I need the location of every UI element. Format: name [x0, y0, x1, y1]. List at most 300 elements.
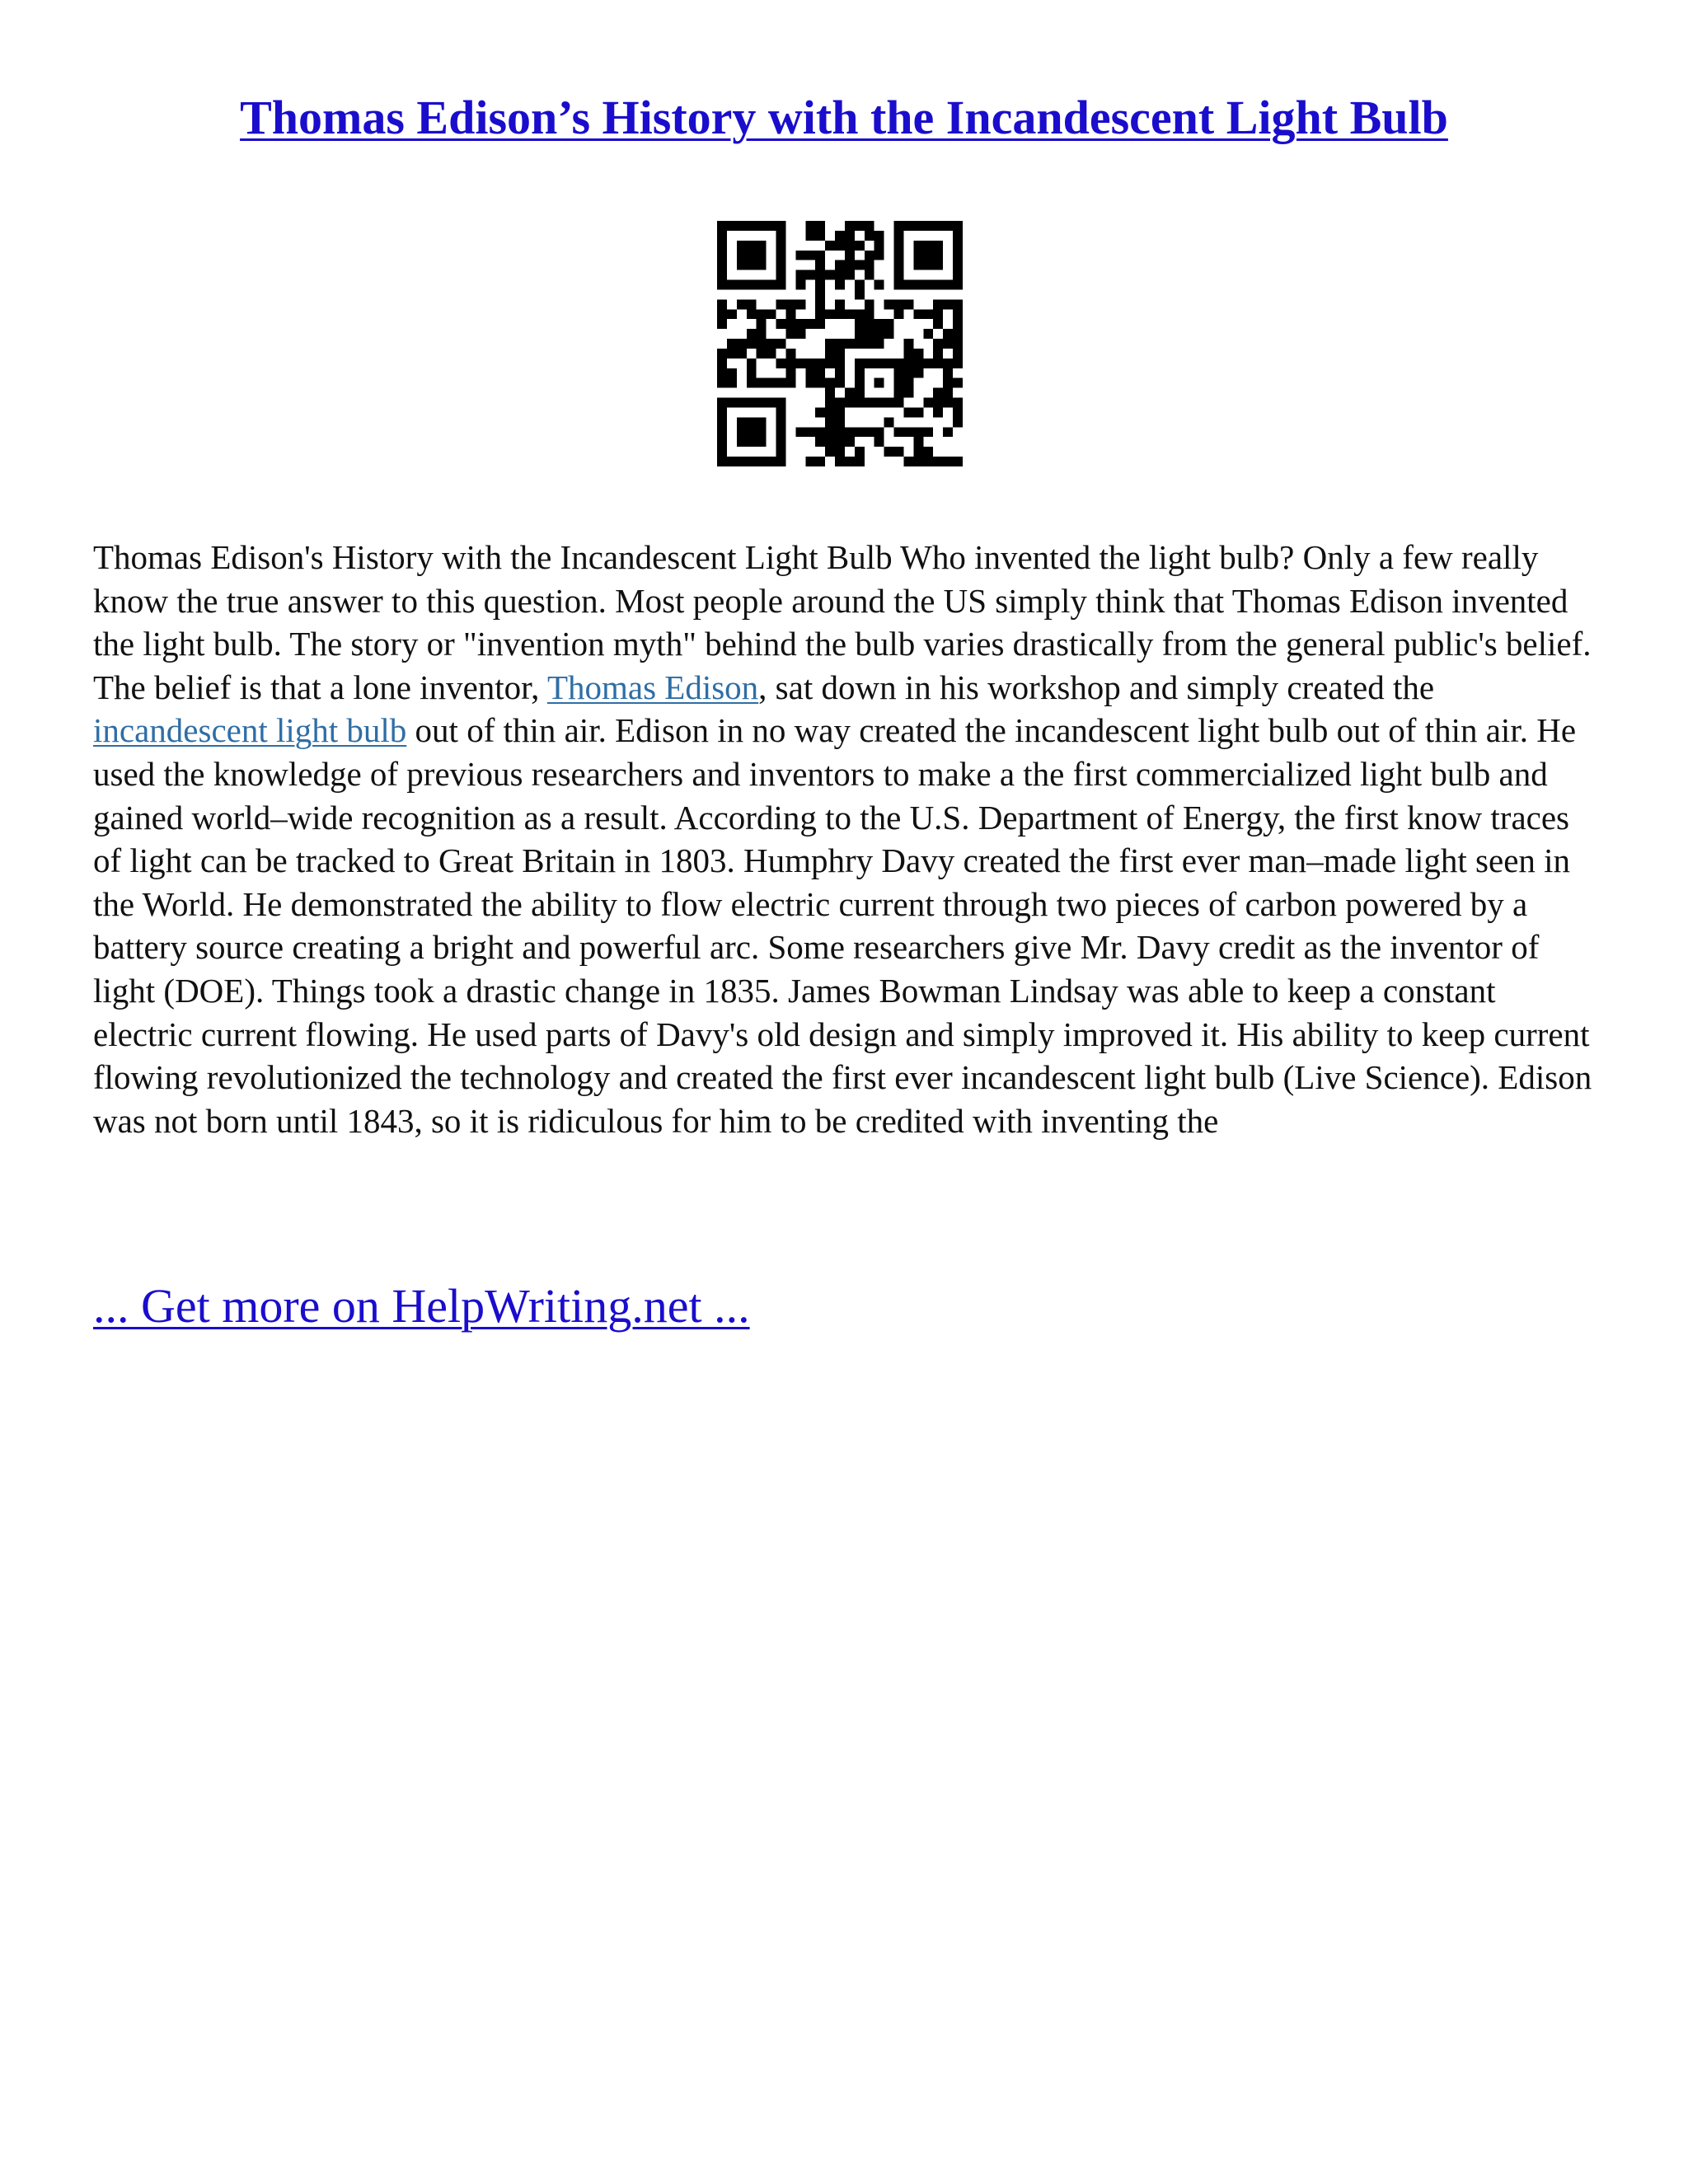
qr-module [933, 309, 943, 319]
qr-module [835, 231, 845, 241]
qr-module [835, 270, 845, 280]
qr-module [913, 368, 923, 378]
qr-module [727, 398, 737, 408]
qr-module [776, 231, 786, 241]
qr-module [855, 260, 865, 270]
qr-module [815, 437, 825, 447]
qr-module [845, 457, 855, 466]
qr-module [953, 339, 963, 349]
qr-module [757, 417, 767, 427]
qr-module [815, 280, 825, 290]
body-text-part-3: out of thin air. Edison in no way created the incandescent light bulb out of thin air. He used the knowledge of previous researchers and inventors to make a the first commercialized light bulb and gained world–wide recognition as a result. According to the U.S. Department of Energy, the first know traces of light can be tracked to Great Britain in 1803. Humphry Davy created the first ever man–made light seen in the World. He demonstrated the ability to flow electric current through two pieces of carbon powered by a battery source creating a bright and powerful arc. Some researchers give Mr. Davy credit as the inventor of light (DOE). Things took a drastic change in 1835. James Bowman Lindsay was able to keep a constant electric current flowing. He used parts of Davy's old design and simply improved it. His ability to keep current flowing revolutionized the technology and created the first ever incandescent light bulb (Live Science). Edison was not born until 1843, so it is ridiculous for him to be credited with inventing the [93, 711, 1592, 1140]
qr-module [717, 260, 727, 270]
qr-module [894, 270, 904, 280]
qr-module [825, 309, 835, 319]
qr-module [865, 309, 874, 319]
qr-module [953, 349, 963, 359]
qr-module [767, 280, 776, 290]
qr-module [795, 280, 805, 290]
qr-module [943, 359, 953, 368]
qr-module [737, 299, 747, 309]
qr-module [717, 221, 727, 231]
qr-module [845, 221, 855, 231]
qr-module [953, 457, 963, 466]
qr-module [923, 280, 933, 290]
qr-module [805, 231, 815, 241]
qr-module [805, 427, 815, 437]
qr-module [855, 447, 865, 457]
qr-module [737, 427, 747, 437]
qr-module [757, 398, 767, 408]
qr-module [747, 359, 757, 368]
qr-module [776, 251, 786, 260]
qr-module [747, 260, 757, 270]
qr-module [835, 457, 845, 466]
qr-module [845, 309, 855, 319]
qr-module [855, 339, 865, 349]
qr-module [757, 339, 767, 349]
qr-module [855, 427, 865, 437]
qr-module [776, 280, 786, 290]
qr-module [933, 280, 943, 290]
qr-module [776, 417, 786, 427]
qr-module [933, 407, 943, 417]
qr-module [865, 398, 874, 408]
qr-module [874, 427, 884, 437]
qr-module [913, 309, 923, 319]
qr-module [815, 221, 825, 231]
qr-module [923, 260, 933, 270]
qr-module [923, 427, 933, 437]
qr-module [747, 329, 757, 339]
qr-module [785, 378, 795, 388]
qr-module [717, 447, 727, 457]
qr-module [795, 319, 805, 329]
qr-module [776, 457, 786, 466]
qr-code-icon [717, 221, 963, 466]
qr-module [874, 437, 884, 447]
qr-module [757, 309, 767, 319]
qr-module [884, 417, 894, 427]
qr-module [717, 417, 727, 427]
qr-module [805, 378, 815, 388]
qr-module [805, 319, 815, 329]
qr-module [903, 427, 913, 437]
qr-module [933, 251, 943, 260]
qr-module [815, 260, 825, 270]
qr-module [894, 388, 904, 398]
qr-module [737, 437, 747, 447]
qr-module [845, 339, 855, 349]
qr-module [776, 270, 786, 280]
qr-module [717, 457, 727, 466]
qr-module [894, 231, 904, 241]
qr-module [903, 457, 913, 466]
qr-module [903, 339, 913, 349]
qr-module [903, 299, 913, 309]
qr-module [825, 339, 835, 349]
qr-module [953, 398, 963, 408]
title-link[interactable]: Thomas Edison’s History with the Incandescent Light Bulb [240, 91, 1448, 144]
qr-module [894, 447, 904, 457]
qr-module [894, 378, 904, 388]
qr-module [913, 251, 923, 260]
qr-module [717, 231, 727, 241]
qr-module [717, 378, 727, 388]
qr-module [865, 427, 874, 437]
qr-module [933, 221, 943, 231]
qr-module [874, 231, 884, 241]
qr-module [913, 447, 923, 457]
qr-module [825, 388, 835, 398]
qr-module [776, 437, 786, 447]
qr-module [874, 319, 884, 329]
qr-module [825, 398, 835, 408]
qr-module [785, 359, 795, 368]
qr-module [727, 280, 737, 290]
qr-module [894, 251, 904, 260]
qr-module [737, 417, 747, 427]
qr-module [953, 359, 963, 368]
qr-module [835, 447, 845, 457]
qr-module [913, 407, 923, 417]
qr-module [913, 437, 923, 447]
qr-module [884, 299, 894, 309]
qr-module [874, 339, 884, 349]
qr-module [767, 457, 776, 466]
qr-module [865, 260, 874, 270]
qr-module [717, 270, 727, 280]
qr-module [894, 221, 904, 231]
qr-module [855, 388, 865, 398]
qr-module [747, 398, 757, 408]
qr-module [953, 407, 963, 417]
get-more-section [93, 1277, 750, 1335]
qr-module [903, 221, 913, 231]
qr-module [757, 221, 767, 231]
qr-module [757, 437, 767, 447]
qr-module [776, 319, 786, 329]
qr-module [933, 388, 943, 398]
qr-module [855, 319, 865, 329]
qr-module [865, 221, 874, 231]
qr-module [795, 270, 805, 280]
qr-module [913, 359, 923, 368]
qr-module [933, 349, 943, 359]
qr-module [795, 329, 805, 339]
qr-module [747, 339, 757, 349]
qr-module [865, 231, 874, 241]
qr-module [825, 378, 835, 388]
qr-module [884, 319, 894, 329]
qr-module [923, 447, 933, 457]
qr-module [717, 437, 727, 447]
qr-module [815, 289, 825, 299]
qr-module [717, 398, 727, 408]
qr-module [943, 427, 953, 437]
qr-module [903, 368, 913, 378]
qr-module [845, 231, 855, 241]
qr-module [776, 299, 786, 309]
qr-module [815, 309, 825, 319]
thomas-edison-link[interactable]: Thomas Edison [546, 668, 759, 706]
qr-module [757, 280, 767, 290]
qr-module [933, 457, 943, 466]
qr-module [943, 378, 953, 388]
qr-module [717, 359, 727, 368]
qr-module [825, 349, 835, 359]
qr-module [845, 241, 855, 251]
qr-module [835, 241, 845, 251]
qr-module [953, 329, 963, 339]
qr-module [815, 368, 825, 378]
qr-module [943, 388, 953, 398]
qr-module [737, 339, 747, 349]
qr-module [717, 241, 727, 251]
qr-module [953, 251, 963, 260]
qr-module [923, 329, 933, 339]
qr-module [815, 299, 825, 309]
qr-module [815, 251, 825, 260]
qr-module [845, 388, 855, 398]
qr-module [865, 270, 874, 280]
qr-module [757, 349, 767, 359]
qr-module [776, 241, 786, 251]
qr-module [767, 349, 776, 359]
qr-module [815, 427, 825, 437]
qr-module [894, 359, 904, 368]
qr-module [874, 251, 884, 260]
qr-module [776, 339, 786, 349]
qr-module [874, 398, 884, 408]
qr-module [825, 437, 835, 447]
qr-module [874, 241, 884, 251]
qr-module [767, 339, 776, 349]
qr-module [727, 221, 737, 231]
qr-module [795, 359, 805, 368]
qr-module [953, 260, 963, 270]
qr-module [845, 437, 855, 447]
qr-module [835, 339, 845, 349]
qr-module [884, 398, 894, 408]
qr-module [747, 368, 757, 378]
qr-module [825, 427, 835, 437]
qr-module [894, 260, 904, 270]
qr-module [747, 437, 757, 447]
qr-module [835, 309, 845, 319]
qr-module [785, 309, 795, 319]
qr-module [815, 231, 825, 241]
qr-module [855, 359, 865, 368]
qr-module [903, 388, 913, 398]
qr-module [825, 407, 835, 417]
qr-module [923, 398, 933, 408]
incandescent-light-bulb-link[interactable]: incandescent light bulb [93, 711, 407, 750]
qr-module [727, 457, 737, 466]
qr-module [835, 368, 845, 378]
qr-module [717, 299, 727, 309]
qr-module [757, 457, 767, 466]
get-more-link[interactable]: ... Get more on HelpWriting.net ... [93, 1279, 750, 1333]
qr-module [747, 299, 757, 309]
qr-module [795, 251, 805, 260]
qr-module [943, 329, 953, 339]
article-body [93, 536, 1595, 1142]
qr-module [737, 280, 747, 290]
qr-module [874, 329, 884, 339]
qr-module [835, 378, 845, 388]
qr-module [825, 241, 835, 251]
qr-module [884, 329, 894, 339]
qr-module [865, 251, 874, 260]
qr-module [933, 241, 943, 251]
qr-module [805, 359, 815, 368]
qr-module [943, 280, 953, 290]
qr-module [717, 251, 727, 260]
qr-module [894, 280, 904, 290]
qr-module [815, 359, 825, 368]
qr-module [757, 427, 767, 437]
qr-module [953, 378, 963, 388]
qr-module [727, 349, 737, 359]
qr-module [835, 260, 845, 270]
qr-module [923, 457, 933, 466]
qr-module [874, 280, 884, 290]
qr-module [913, 349, 923, 359]
qr-module [717, 319, 727, 329]
qr-module [903, 359, 913, 368]
qr-module [747, 280, 757, 290]
qr-module [737, 457, 747, 466]
document-title [0, 89, 1688, 147]
qr-module [943, 457, 953, 466]
qr-module [835, 417, 845, 427]
qr-module [855, 329, 865, 339]
qr-module [815, 407, 825, 417]
qr-module [737, 349, 747, 359]
qr-module [825, 270, 835, 280]
qr-module [737, 260, 747, 270]
qr-module [903, 280, 913, 290]
qr-module [767, 309, 776, 319]
qr-module [903, 407, 913, 417]
qr-module [923, 309, 933, 319]
qr-module [825, 359, 835, 368]
qr-module [865, 359, 874, 368]
qr-module [835, 407, 845, 417]
qr-module [835, 280, 845, 290]
qr-module [894, 241, 904, 251]
qr-module [776, 398, 786, 408]
qr-module [894, 368, 904, 378]
qr-module [747, 457, 757, 466]
qr-module [785, 329, 795, 339]
body-text-part-2: , sat down in his workshop and simply created the [758, 668, 1435, 706]
qr-module [894, 427, 904, 437]
qr-module [903, 349, 913, 359]
qr-module [776, 427, 786, 437]
qr-module [727, 309, 737, 319]
qr-module [835, 437, 845, 447]
qr-module [913, 280, 923, 290]
qr-module [855, 309, 865, 319]
qr-module [894, 309, 904, 319]
qr-module [727, 368, 737, 378]
qr-module [727, 339, 737, 349]
qr-module [894, 299, 904, 309]
qr-module [953, 280, 963, 290]
qr-module [805, 221, 815, 231]
qr-module [855, 398, 865, 408]
qr-module [776, 260, 786, 270]
qr-module [933, 260, 943, 270]
qr-module [757, 319, 767, 329]
qr-module [943, 398, 953, 408]
qr-module [747, 309, 757, 319]
qr-module [747, 427, 757, 437]
qr-module [913, 457, 923, 466]
qr-module [717, 309, 727, 319]
qr-module [747, 417, 757, 427]
qr-module [845, 270, 855, 280]
qr-module [884, 447, 894, 457]
qr-module [747, 251, 757, 260]
qr-module [884, 359, 894, 368]
qr-module [785, 319, 795, 329]
qr-module [747, 378, 757, 388]
qr-module [913, 241, 923, 251]
qr-module [785, 368, 795, 378]
qr-module [874, 378, 884, 388]
qr-module [933, 359, 943, 368]
qr-module [767, 378, 776, 388]
qr-module [717, 280, 727, 290]
qr-module [913, 260, 923, 270]
qr-module [737, 221, 747, 231]
qr-module [776, 407, 786, 417]
qr-module [776, 447, 786, 457]
qr-module [923, 221, 933, 231]
qr-module [913, 427, 923, 437]
qr-module [835, 427, 845, 437]
qr-module [727, 378, 737, 388]
qr-module [815, 270, 825, 280]
qr-module [865, 319, 874, 329]
qr-module [785, 349, 795, 359]
qr-module [933, 398, 943, 408]
qr-module [953, 299, 963, 309]
qr-module [913, 221, 923, 231]
qr-module [865, 329, 874, 339]
qr-module [825, 447, 835, 457]
qr-module [953, 270, 963, 280]
qr-module [757, 251, 767, 260]
qr-code-graphic [717, 221, 963, 466]
qr-module [785, 299, 795, 309]
body-text-part-1: Thomas Edison's History with the Incandescent Light Bulb Who invented the light bulb? Only a few really know the true answer to this question. Most people around the US simply think that Thomas Edison invented the light bulb. The story or "invention myth" behind the bulb varies drastically from the general public's belief. The belief is that a lone inventor, [93, 538, 1592, 706]
qr-module [953, 231, 963, 241]
qr-module [737, 398, 747, 408]
qr-module [835, 359, 845, 368]
qr-module [923, 251, 933, 260]
qr-module [737, 251, 747, 260]
qr-module [865, 339, 874, 349]
qr-module [815, 457, 825, 466]
qr-module [943, 221, 953, 231]
qr-module [855, 221, 865, 231]
qr-module [835, 299, 845, 309]
qr-module [855, 289, 865, 299]
